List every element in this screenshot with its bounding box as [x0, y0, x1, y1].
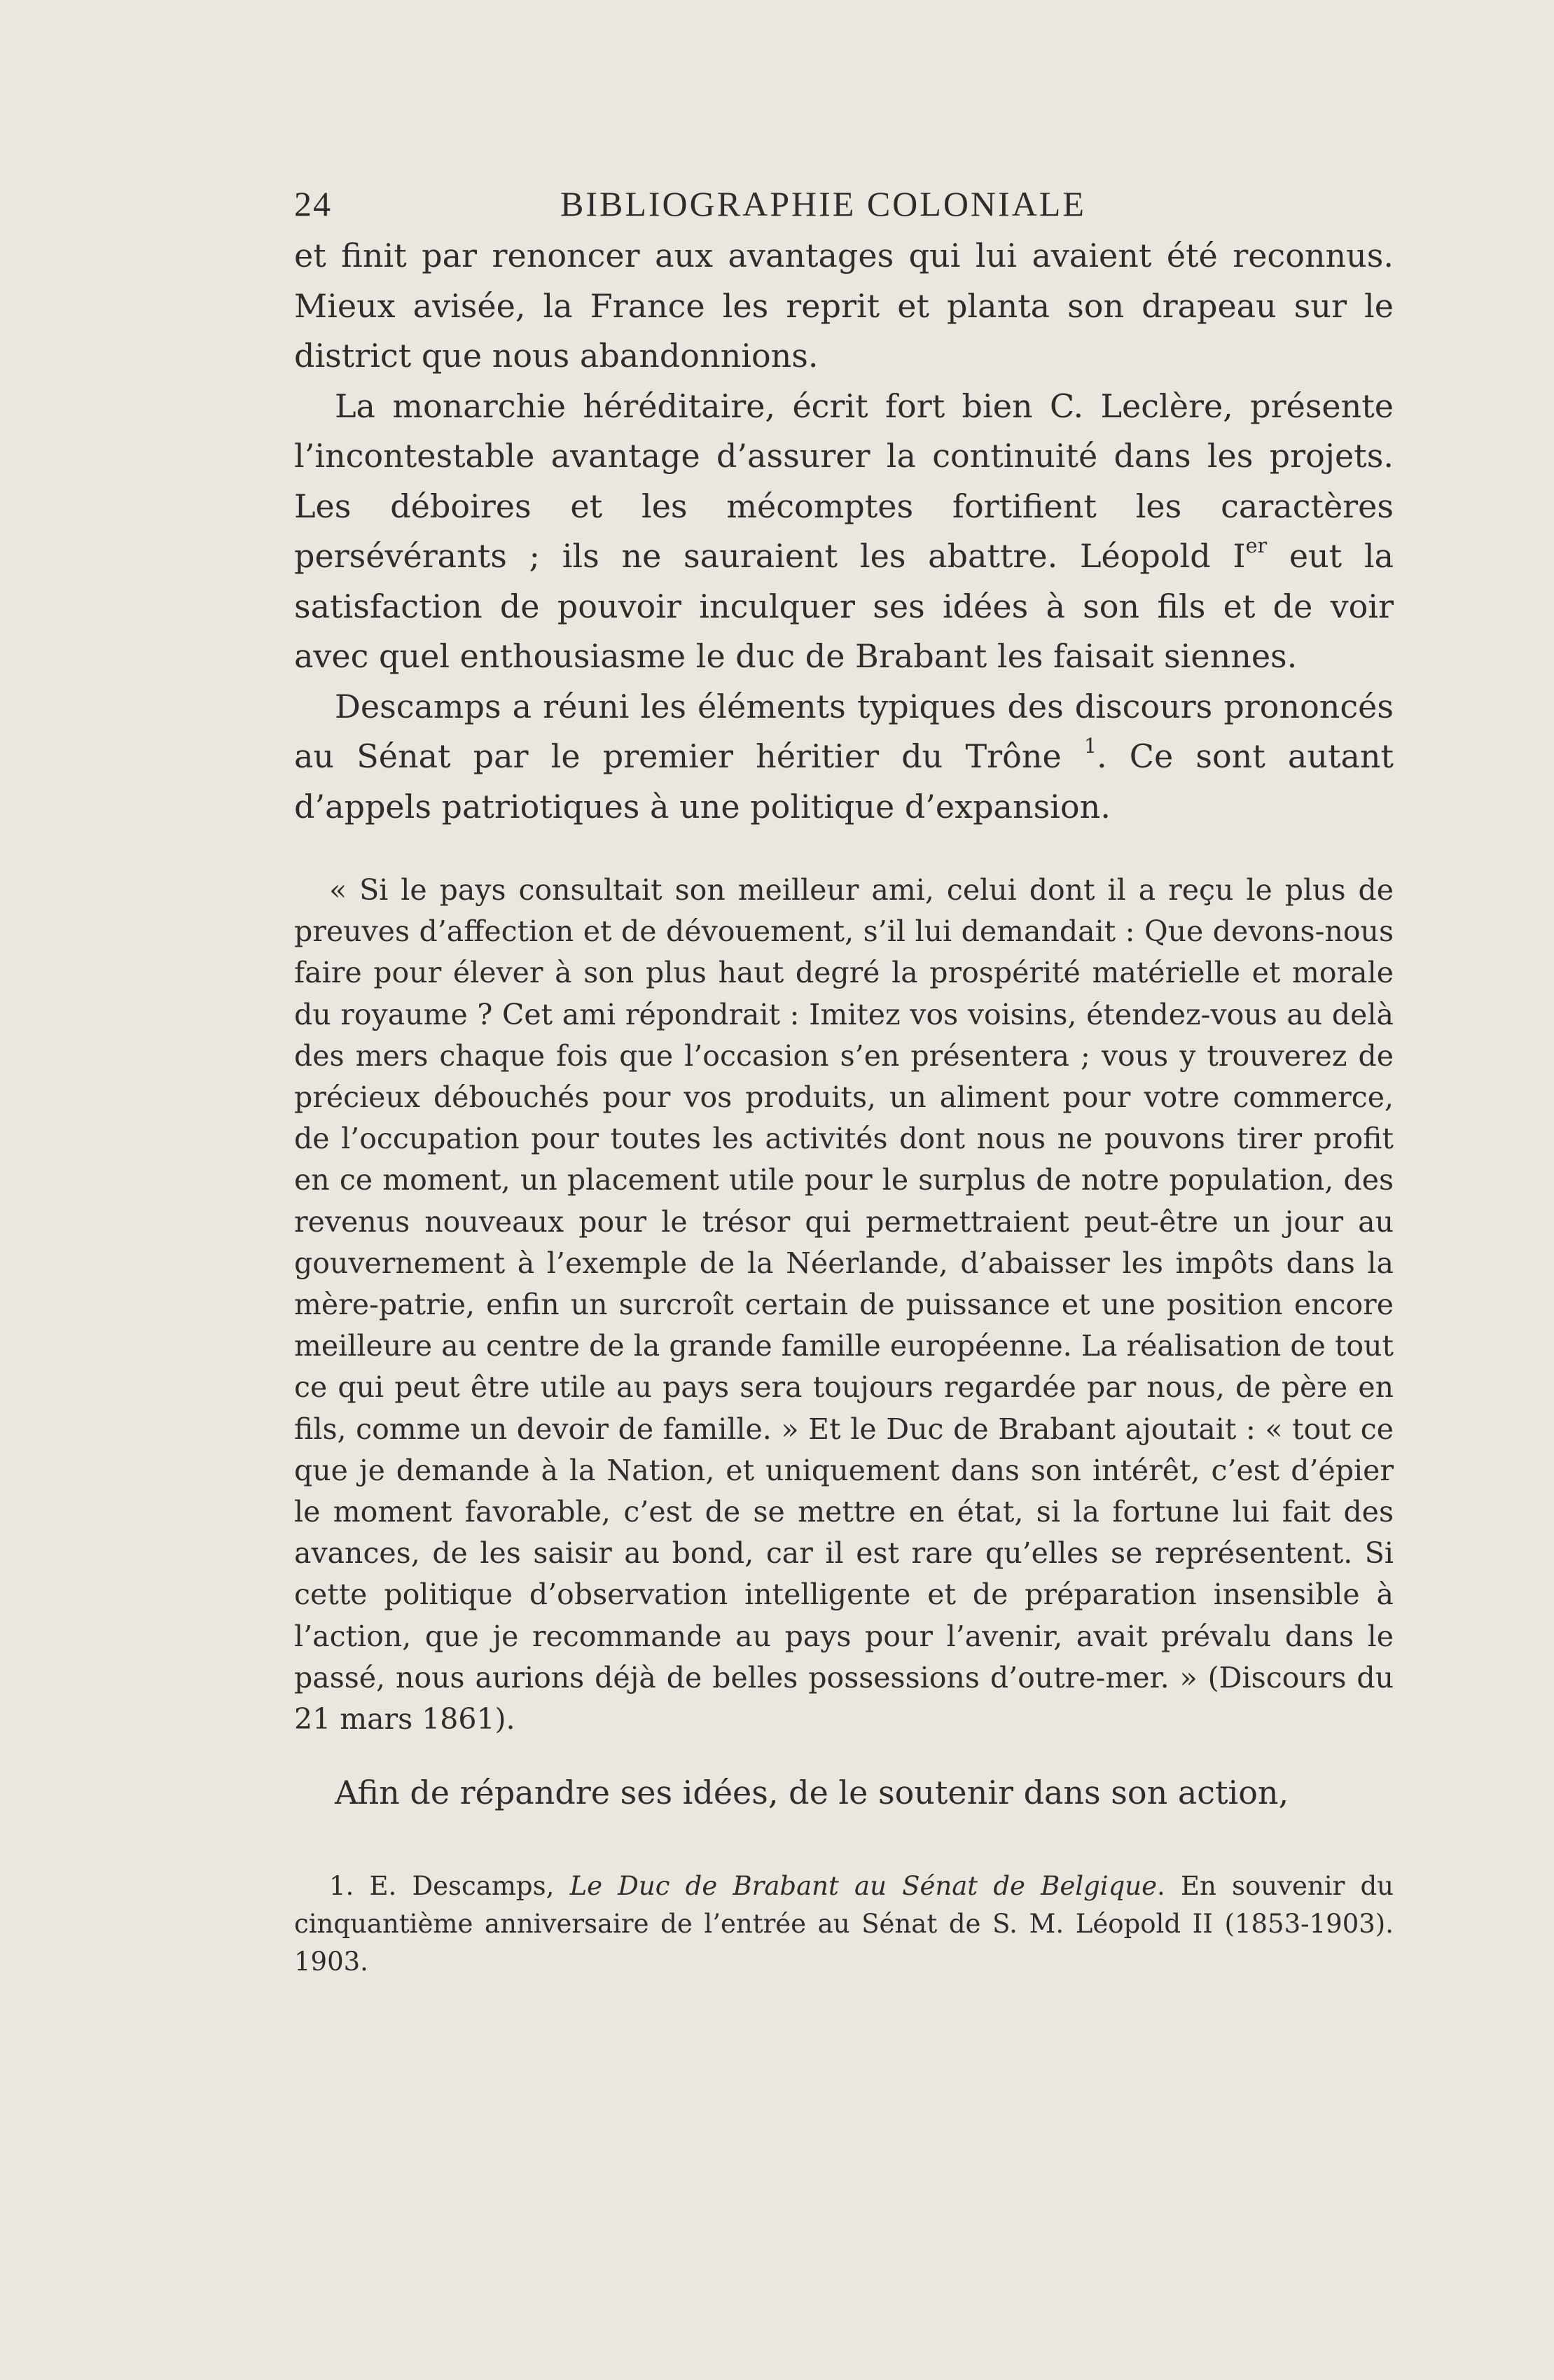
paragraph-text: eut la satisfaction de pouvoir inculquer ses idées à son fils et de voir avec quel enthousiasme le duc de Brabant les faisait siennes.: [294, 537, 1394, 675]
footnote: [294, 1867, 1394, 1981]
paragraph-monarchie: [294, 382, 1394, 682]
paragraph-text: Descamps a réuni les éléments typiques des discours prononcés au Sénat par le premier héritier du Trône: [294, 687, 1394, 775]
footnote-text: 1. E. Descamps,: [329, 1870, 570, 1901]
page-content: [294, 175, 1394, 1981]
paragraph-descamps: [294, 682, 1394, 833]
footnote-text: . En souvenir du cinquantième anniversaire de l’entrée au Sénat de S. M. Léopold II (1853-1903). 1903.: [294, 1870, 1394, 1977]
footnote-reference[interactable]: 1: [1083, 735, 1097, 758]
paragraph-continuation: et finit par renoncer aux avantages qui lui avaient été reconnus. Mieux avisée, la France les reprit et planta son drapeau sur le district que nous abandonnions.: [294, 237, 1394, 375]
block-quotation: « Si le pays consultait son meilleur ami, celui dont il a reçu le plus de preuves d’affection et de dévouement, s’il lui demandait : Que devons-nous faire pour élever à son plus haut degré la prospérité matérielle et morale du royaume ? Cet ami répondrait : Imitez vos voisins, étendez-vous au delà des mers chaque fois que l’occasion s’en présentera ; vous y trouverez de précieux débouchés pour vos produits, un aliment pour votre commerce, de l’occupation pour toutes les activités dont nous ne pouvons tirer profit en ce moment, un placement utile pour le surplus de notre population, des revenus nouveaux pour le trésor qui permettraient peut-être un jour au gouvernement à l’exemple de la Néerlande, d’abaisser les impôts dans la mère-patrie, enfin un surcroît certain de puissance et une position encore meilleure au centre de la grande famille européenne. La réalisation de tout ce qui peut être utile au pays sera toujours regardée par nous, de père en fils, comme un devoir de famille. » Et le Duc de Brabant ajoutait : « tout ce que je demande à la Nation, et uniquement dans son intérêt, c’est d’épier le moment favorable, c’est de se mettre en état, si la fortune lui fait des avances, de les saisir au bond, car il est rare qu’elles se représentent. Si cette politique d’observation intelligente et de préparation insensible à l’action, que je recommande au pays pour l’avenir, avait prévalu dans le passé, nous aurions déjà de belles possessions d’outre-mer. » (Discours du 21 mars 1861).: [294, 873, 1394, 1737]
paragraph-text: . Ce sont autant d’appels patriotiques à une politique d’expansion.: [294, 737, 1394, 826]
superscript-er: er: [1245, 534, 1268, 558]
page-number: 24: [294, 184, 332, 223]
footnote-work-title: Le Duc de Brabant au Sénat de Belgique: [569, 1870, 1157, 1901]
running-title: BIBLIOGRAPHIE COLONIALE: [560, 184, 1086, 223]
paragraph-text: La monarchie héréditaire, écrit fort bien C. Leclère, présente l’incontestable avantage d’assurer la continuité dans les projets. Les déboires et les mécomptes fortifient les caractères persévérants ; ils ne sauraient les abattre. Léopold I: [294, 387, 1394, 575]
running-header: [294, 175, 1394, 231]
paragraph-closing: Afin de répandre ses idées, de le soutenir dans son action,: [335, 1774, 1289, 1812]
